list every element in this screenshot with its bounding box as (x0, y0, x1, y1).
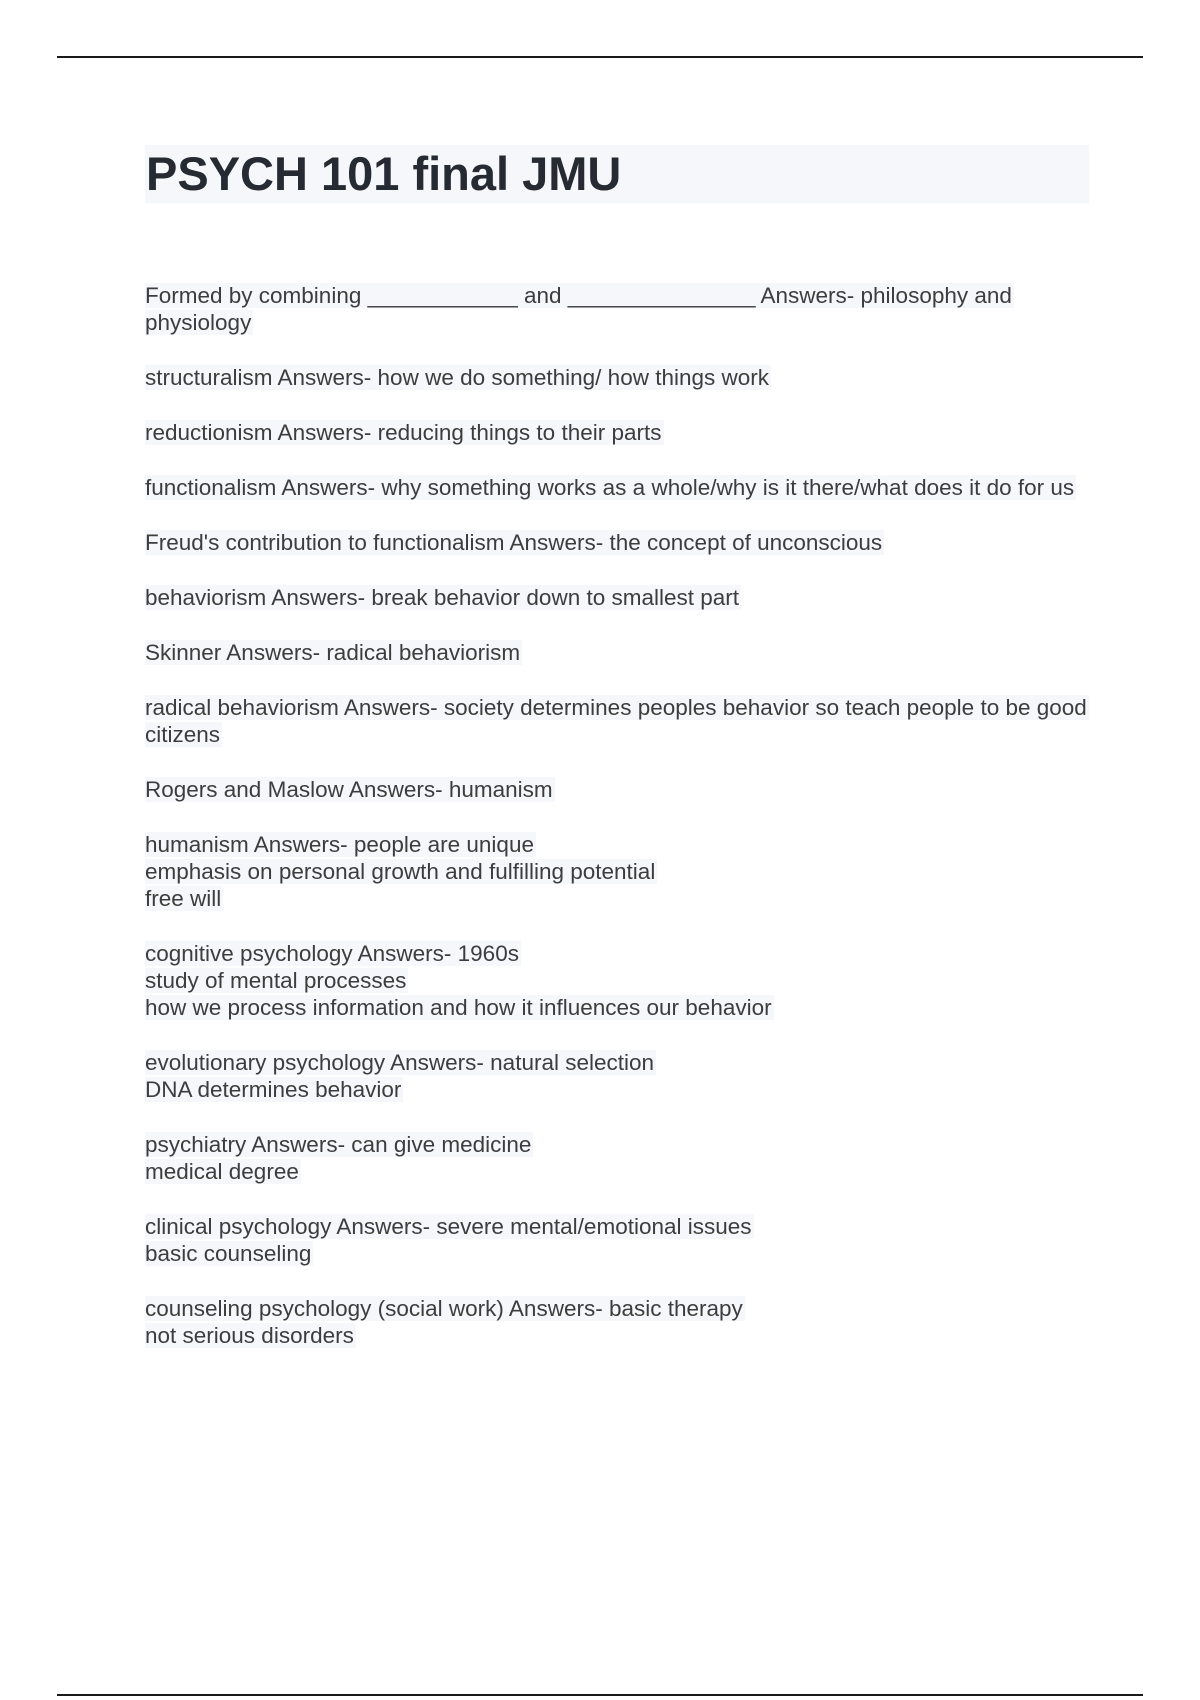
qa-item (145, 1295, 1089, 1349)
qa-text: Skinner Answers- radical behaviorism (145, 640, 521, 665)
qa-text: evolutionary psychology Answers- natural selection DNA determines behavior (145, 1050, 655, 1102)
qa-text: functionalism Answers- why something works as a whole/why is it there/what does it do for us (145, 475, 1075, 500)
qa-item (145, 364, 1089, 391)
qa-text: cognitive psychology Answers- 1960s study of mental processes how we process information and how it influences our behavior (145, 941, 772, 1020)
qa-text: Rogers and Maslow Answers- humanism (145, 777, 553, 802)
qa-text: clinical psychology Answers- severe mental/emotional issues basic counseling (145, 1214, 752, 1266)
qa-item (145, 584, 1089, 611)
qa-text: reductionism Answers- reducing things to their parts (145, 420, 662, 445)
qa-text: radical behaviorism Answers- society determines peoples behavior so teach people to be good citizens (145, 695, 1087, 747)
qa-item (145, 940, 1089, 1021)
qa-item (145, 1213, 1089, 1267)
qa-text: structuralism Answers- how we do something/ how things work (145, 365, 770, 390)
qa-text: humanism Answers- people are unique emphasis on personal growth and fulfilling potential free will (145, 832, 656, 911)
header-rule (57, 56, 1143, 58)
document-title: PSYCH 101 final JMU (146, 147, 622, 200)
qa-text: psychiatry Answers- can give medicine medical degree (145, 1132, 532, 1184)
qa-item (145, 282, 1089, 336)
qa-text: behaviorism Answers- break behavior down to smallest part (145, 585, 740, 610)
qa-text: counseling psychology (social work) Answers- basic therapy not serious disorders (145, 1296, 743, 1348)
qa-text: Freud's contribution to functionalism Answers- the concept of unconscious (145, 530, 883, 555)
footer-rule (57, 1694, 1143, 1696)
qa-item (145, 419, 1089, 446)
qa-item (145, 474, 1089, 501)
qa-item (145, 831, 1089, 912)
qa-item (145, 529, 1089, 556)
qa-item (145, 776, 1089, 803)
qa-item (145, 694, 1089, 748)
qa-item (145, 1049, 1089, 1103)
qa-list (145, 282, 1089, 1377)
qa-text: Formed by combining ____________ and _______________ Answers- philosophy and physiology (145, 283, 1012, 335)
qa-item (145, 639, 1089, 666)
qa-item (145, 1131, 1089, 1185)
